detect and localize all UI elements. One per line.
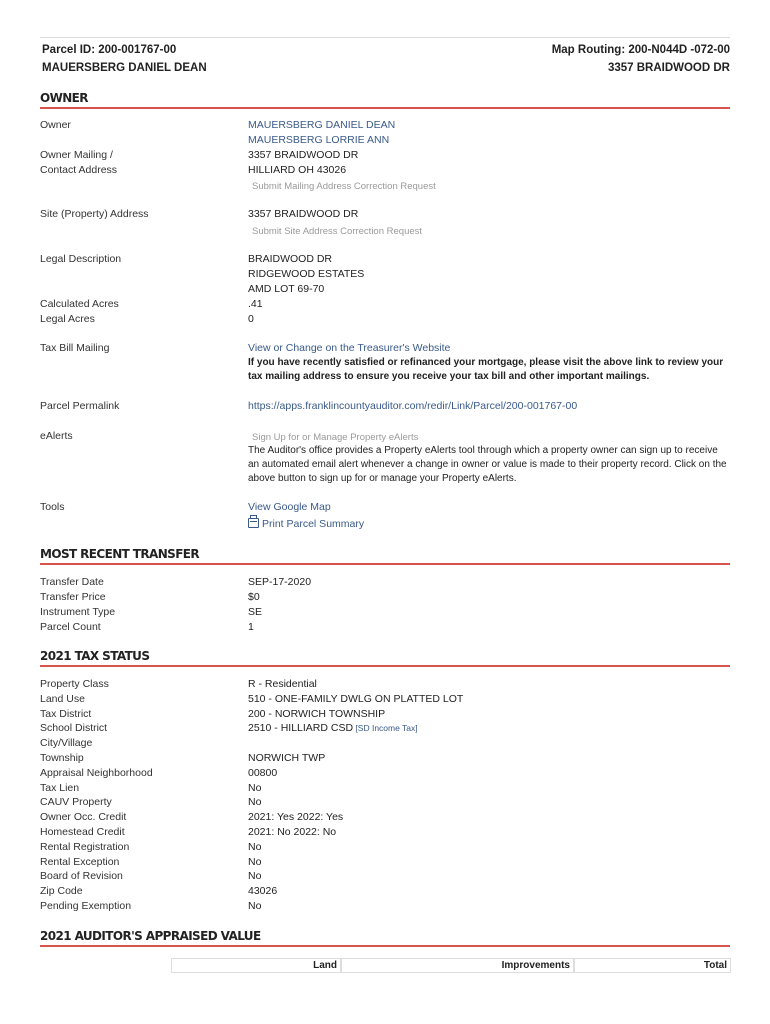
map-routing: Map Routing: 200-N044D -072-00 (551, 44, 730, 56)
owner-2-link[interactable]: MAUERSBERG LORRIE ANN (248, 134, 390, 146)
tax-row-value-text: No (248, 855, 262, 868)
tax-row-label: Rental Exception (40, 855, 120, 868)
mailing-label-line-2: Contact Address (40, 164, 118, 176)
permalink-label: Parcel Permalink (40, 400, 120, 412)
tax-row-label: Zip Code (40, 885, 83, 898)
tax-row-value-text: R - Residential (248, 678, 317, 690)
tax-row-value (248, 869, 261, 884)
tax-row-value (248, 677, 317, 692)
site-address-label: Site (Property) Address (40, 208, 149, 220)
col-land: Land (171, 958, 341, 973)
tax-bill-note: If you have recently satisfied or refinanced your mortgage, please visit the above link to review your tax mailing address to ensure you receive your tax bill and other important mailings. (248, 357, 724, 382)
tax-row-label: Board of Revision (40, 870, 123, 883)
tax-row-value-text: No (248, 796, 262, 809)
transfer-row-value (248, 620, 254, 635)
tax-row-value-text: No (248, 781, 262, 794)
tax-row-value (248, 855, 261, 870)
tax-row-label: Owner Occ. Credit (40, 811, 127, 824)
tax-row-label: Tax Lien (40, 781, 80, 794)
calculated-acres-label: Calculated Acres (40, 298, 119, 310)
transfer-row-value (248, 605, 262, 620)
top-divider (40, 37, 730, 38)
tax-row-value-text: 510 - ONE-FAMILY DWLG ON PLATTED LOT (248, 692, 464, 705)
tax-row-value (248, 899, 261, 914)
tax-row-value-text: 2021: No 2022: No (248, 826, 337, 838)
legal-acres-value: 0 (248, 313, 254, 325)
owner-label: Owner (40, 119, 71, 131)
tax-row-value-text: 2021: Yes 2022: Yes (248, 811, 344, 824)
tax-row-label: City/Village (40, 737, 93, 750)
tax-row-value (248, 707, 385, 722)
transfer-row-label: Transfer Price (40, 591, 106, 603)
transfer-row-label: Transfer Date (40, 576, 104, 588)
ealerts-note: The Auditor's office provides a Property eAlerts tool through which a property owner can sign up to receive an automated email alert whenever a change in owner or value is made to their property record. Click on the above button to sign up for or manage your Property eAlerts. (248, 445, 727, 484)
owner-section-title: OWNER (40, 91, 88, 105)
tax-row-label: Township (40, 752, 84, 764)
col-improvements: Improvements (341, 958, 574, 973)
tax-row-value (248, 825, 336, 840)
printer-icon (248, 518, 259, 528)
transfer-row-value (248, 575, 311, 590)
ealerts-button[interactable]: Sign Up for or Manage Property eAlerts (252, 432, 419, 443)
header-site-address: 3357 BRAIDWOOD DR (607, 62, 730, 74)
tax-row-value (248, 781, 261, 796)
appraised-value-table-header (171, 958, 731, 973)
tax-row-label: School District (40, 722, 108, 735)
tax-row-value (248, 692, 463, 707)
tools-label: Tools (40, 501, 65, 513)
tax-row-value-text: 200 - NORWICH TOWNSHIP (248, 707, 386, 720)
transfer-section-title: MOST RECENT TRANSFER (40, 547, 200, 561)
tax-row-value (248, 810, 343, 825)
tax-row-label: Tax District (40, 707, 92, 720)
site-correction-button[interactable]: Submit Site Address Correction Request (252, 226, 423, 237)
tax-row-label: Pending Exemption (40, 900, 132, 912)
print-summary-label: Print Parcel Summary (262, 518, 365, 530)
ealerts-label: eAlerts (40, 430, 73, 442)
tax-row-label: Homestead Credit (40, 826, 125, 838)
income-tax-link[interactable]: [SD Income Tax] (355, 723, 418, 734)
header-owner-name: MAUERSBERG DANIEL DEAN (42, 62, 207, 74)
transfer-row-value-text: $0 (248, 591, 260, 603)
tax-row-value-text: 2510 - HILLIARD CSD (248, 722, 354, 735)
parcel-id: Parcel ID: 200-001767-00 (42, 44, 177, 56)
tax-row-value-text: No (248, 870, 262, 883)
tax-row-value-text: 43026 (248, 885, 278, 898)
tax-row-value-text: NORWICH TWP (248, 752, 326, 764)
header-left (42, 41, 207, 77)
tax-row-value (248, 766, 277, 781)
tax-row-value-text: No (248, 840, 262, 853)
transfer-section-rule (40, 563, 730, 565)
transfer-row-value-text: SE (248, 606, 263, 618)
mailing-label (40, 148, 117, 178)
tax-row-label: Land Use (40, 692, 85, 705)
legal-acres-label: Legal Acres (40, 313, 95, 325)
mailing-correction-button[interactable]: Submit Mailing Address Correction Request (252, 181, 436, 192)
tax-row-value (248, 721, 418, 736)
legal-line-2: RIDGEWOOD ESTATES (248, 268, 365, 280)
mailing-label-line-1: Owner Mailing / (40, 149, 113, 161)
legal-line-1: BRAIDWOOD DR (248, 253, 332, 265)
tax-row-value (248, 884, 277, 899)
mailing-line-2: HILLIARD OH 43026 (248, 164, 347, 176)
tax-row-label: CAUV Property (40, 796, 112, 809)
tax-row-value-text: No (248, 900, 262, 912)
transfer-row-value (248, 590, 260, 605)
permalink-link[interactable]: https://apps.franklincountyauditor.com/redir/Link/Parcel/200-001767-00 (248, 400, 578, 412)
tax-row-label: Appraisal Neighborhood (40, 766, 153, 779)
transfer-row-value-text: SEP-17-2020 (248, 576, 312, 588)
tax-row-value (248, 795, 261, 810)
header-right (552, 41, 730, 77)
owner-section-rule (40, 107, 730, 109)
tax-bill-label: Tax Bill Mailing (40, 342, 110, 354)
transfer-row-label: Instrument Type (40, 606, 116, 618)
tax-row-value (248, 751, 325, 766)
tax-row-value-text: 00800 (248, 766, 278, 779)
col-total: Total (574, 958, 731, 973)
google-map-link[interactable]: View Google Map (248, 501, 331, 513)
tax-row-label: Property Class (40, 678, 109, 690)
transfer-row-label: Parcel Count (40, 621, 101, 633)
site-address-value: 3357 BRAIDWOOD DR (248, 208, 359, 220)
print-summary-link[interactable] (248, 517, 364, 532)
legal-description-label: Legal Description (40, 253, 122, 265)
appraised-section-rule (40, 945, 730, 947)
tax-section-title: 2021 TAX STATUS (40, 649, 150, 663)
tax-row-label: Rental Registration (40, 840, 130, 853)
legal-line-3: AMD LOT 69-70 (248, 283, 325, 295)
appraised-section-title: 2021 AUDITOR'S APPRAISED VALUE (40, 929, 261, 943)
tax-row-value (248, 840, 261, 855)
tax-section-rule (40, 665, 730, 667)
treasurer-website-link[interactable]: View or Change on the Treasurer's Website (248, 342, 451, 354)
mailing-line-1: 3357 BRAIDWOOD DR (248, 149, 359, 161)
calculated-acres-value: .41 (248, 298, 263, 310)
owner-1-link[interactable]: MAUERSBERG DANIEL DEAN (248, 119, 396, 131)
transfer-row-value-text: 1 (248, 621, 254, 633)
